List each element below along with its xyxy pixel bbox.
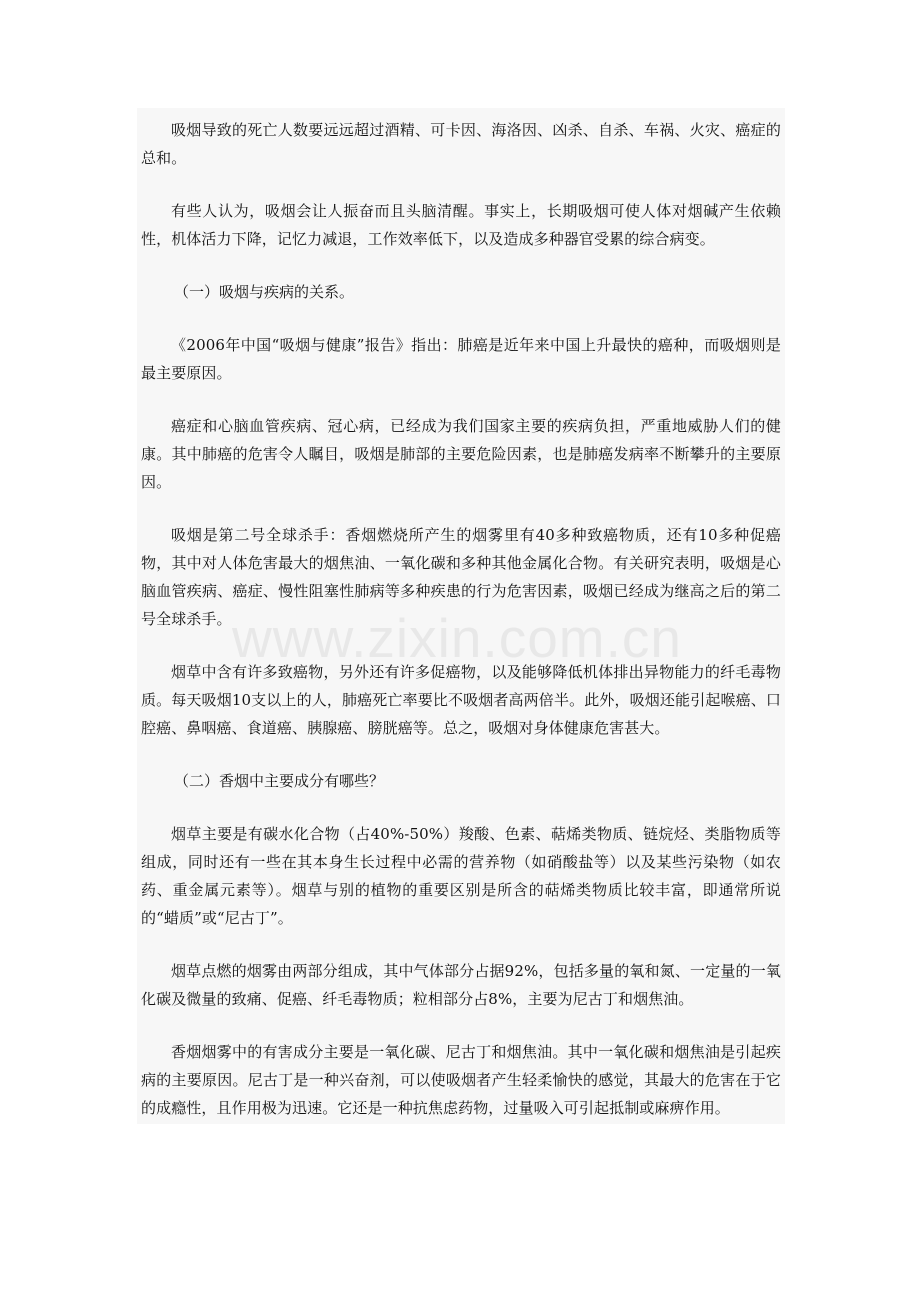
paragraph-carcinogens: 烟草中含有许多致癌物，另外还有许多促癌物，以及能够降低机体排出异物能力的纤毛毒物质。每天吸烟10支以上的人，肺癌死亡率要比不吸烟者高两倍半。此外，吸烟还能引起喉癌、口腔癌、鼻咽癌、食道癌、胰腺癌、膀胱癌等。总之，吸烟对身体健康危害甚大。 (141, 663, 781, 737)
section-heading-ingredients: （二）香烟中主要成分有哪些？ (174, 772, 385, 790)
paragraph-harmful-components: 香烟烟雾中的有害成分主要是一氧化碳、尼古丁和烟焦油。其中一氧化碳和烟焦油是引起疾病的主要原因。尼古丁是一种兴奋剂，可以使吸烟者产生轻柔愉快的感觉，其最大的危害在于它的成瘾性，且作用极为迅速。它还是一种抗焦虑药物，过量吸入可引起抵制或麻痹作用。 (141, 1043, 781, 1117)
document-page (137, 108, 785, 1124)
paragraph-tobacco-composition: 烟草主要是有碳水化合物（占40%-50%）羧酸、色素、萜烯类物质、链烷烃、类脂物质等组成，同时还有一些在其本身生长过程中必需的营养物（如硝酸盐等）以及某些污染物（如农药、重金属元素等）。烟草与别的植物的重要区别是所含的萜烯类物质比较丰富，即通常所说的“蜡质”或“尼古丁”。 (141, 825, 781, 927)
paragraph-smoke-composition: 烟草点燃的烟雾由两部分组成，其中气体部分占据92%，包括多量的氧和氮、一定量的一氧化碳及微量的致痛、促癌、纤毛毒物质；粒相部分占8%，主要为尼古丁和烟焦油。 (141, 962, 781, 1008)
section-heading-disease: （一）吸烟与疾病的关系。 (174, 283, 355, 301)
paragraph-death-toll: 吸烟导致的死亡人数要远远超过酒精、可卡因、海洛因、凶杀、自杀、车祸、火灾、癌症的总和。 (141, 121, 781, 167)
paragraph-alertness-myth: 有些人认为，吸烟会让人振奋而且头脑清醒。事实上，长期吸烟可使人体对烟碱产生依赖性，机体活力下降，记忆力减退，工作效率低下，以及造成多种器官受累的综合病变。 (141, 202, 781, 248)
paragraph-2006-report: 《2006年中国“吸烟与健康”报告》指出：肺癌是近年来中国上升最快的癌种，而吸烟则是最主要原因。 (141, 336, 781, 382)
watermark: www.zixin.com.cn (232, 607, 682, 669)
paragraph-global-killer: 吸烟是第二号全球杀手：香烟燃烧所产生的烟雾里有40多种致癌物质，还有10多种促癌物，其中对人体危害最大的烟焦油、一氧化碳和多种其他金属化合物。有关研究表明，吸烟是心脑血管疾病、癌症、慢性阻塞性肺病等多种疾患的行为危害因素，吸烟已经成为继高之后的第二号全球杀手。 (141, 526, 781, 628)
paragraph-cancer-burden: 癌症和心脑血管疾病、冠心病，已经成为我们国家主要的疾病负担，严重地威胁人们的健康。其中肺癌的危害令人瞩目，吸烟是肺部的主要危险因素，也是肺癌发病率不断攀升的主要原因。 (141, 417, 781, 491)
